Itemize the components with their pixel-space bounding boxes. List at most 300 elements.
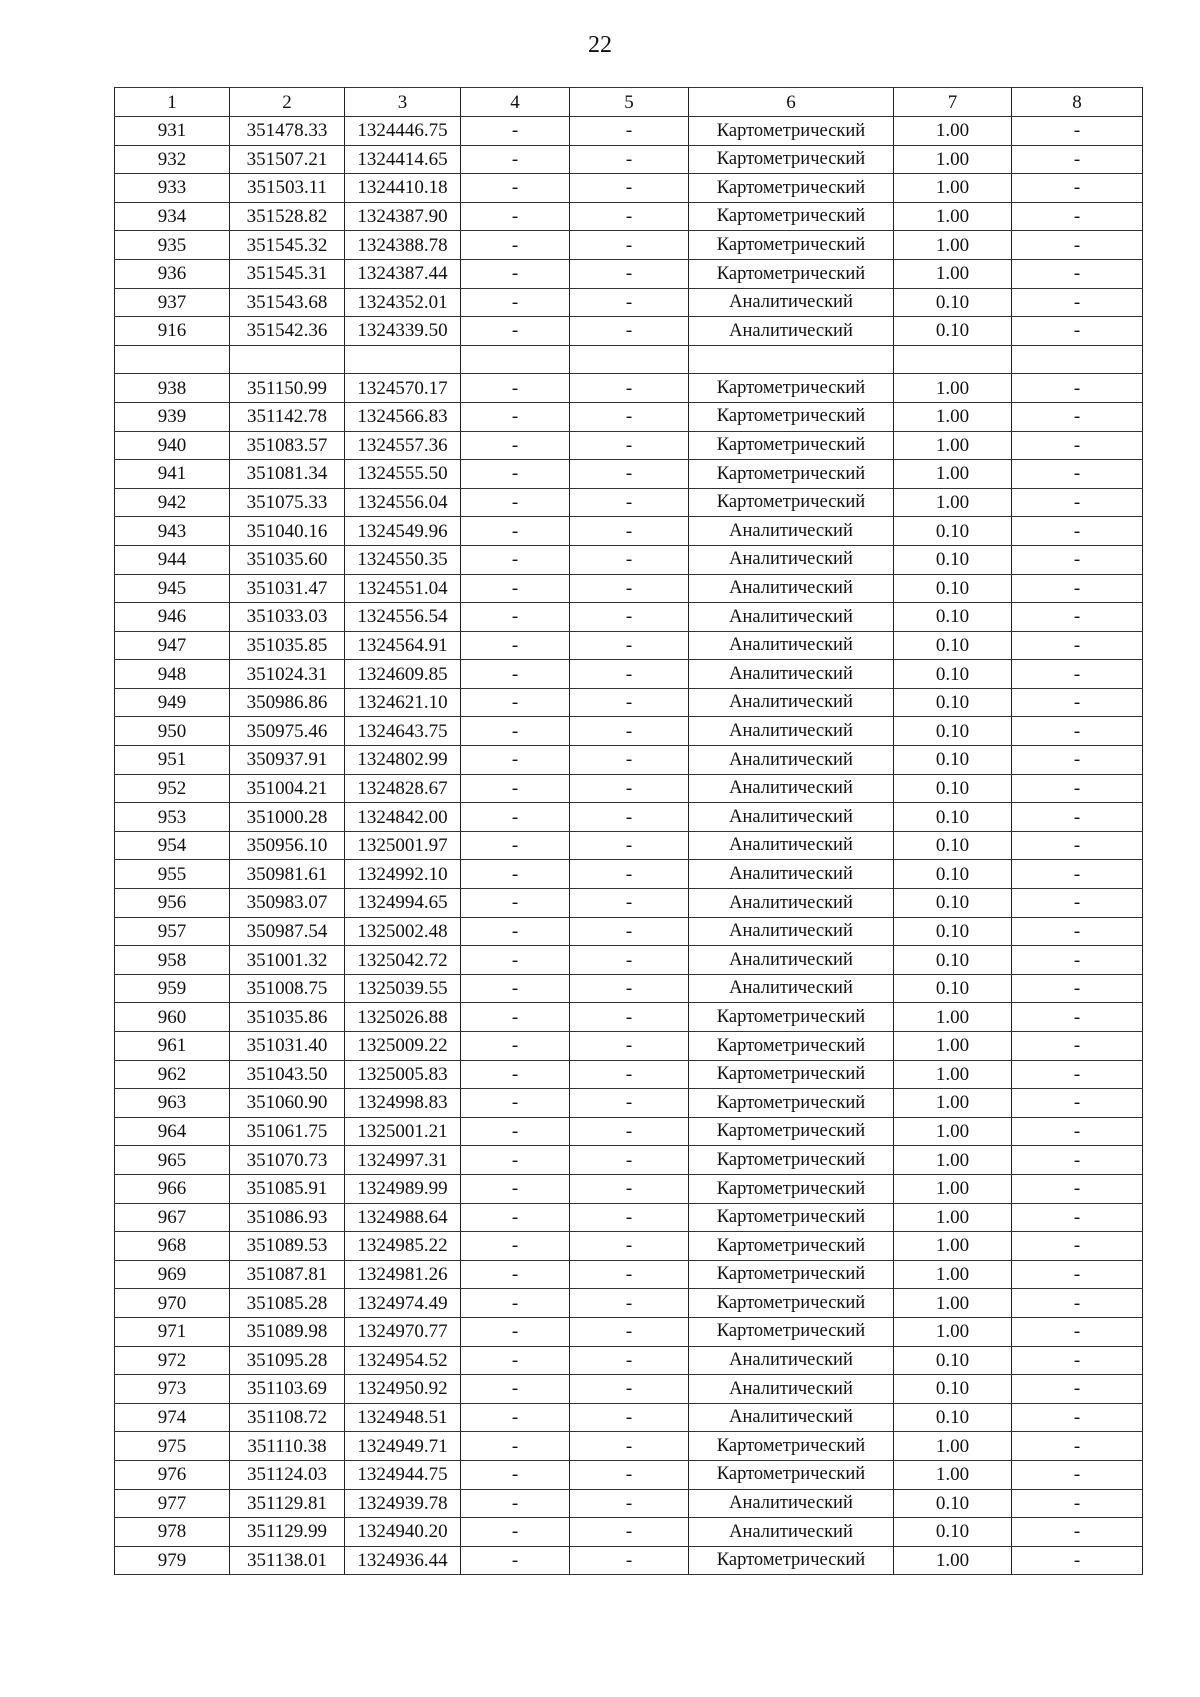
cell-col-8: - [1012, 460, 1143, 489]
cell-coord-y: 1324564.91 [345, 631, 461, 660]
cell-point-number: 961 [115, 1032, 230, 1061]
cell-col-5: - [570, 145, 689, 174]
cell-method: Аналитический [689, 660, 894, 689]
cell-point-number: 979 [115, 1546, 230, 1575]
cell-coord-x: 351031.47 [230, 574, 345, 603]
table-row [115, 603, 1143, 632]
cell-col-4: - [461, 1089, 570, 1118]
cell-accuracy: 0.10 [894, 1375, 1012, 1404]
cell-coord-y: 1324621.10 [345, 688, 461, 717]
table-row [115, 917, 1143, 946]
cell-accuracy: 0.10 [894, 860, 1012, 889]
cell-coord-y: 1324566.83 [345, 402, 461, 431]
cell-coord-x: 351035.85 [230, 631, 345, 660]
cell-col-4: - [461, 1546, 570, 1575]
cell-col-8: - [1012, 402, 1143, 431]
cell-coord-x: 351075.33 [230, 488, 345, 517]
cell-point-number: 955 [115, 860, 230, 889]
table-row [115, 117, 1143, 146]
table-row [115, 974, 1143, 1003]
table-row [115, 717, 1143, 746]
cell-point-number: 943 [115, 517, 230, 546]
cell-coord-y: 1324643.75 [345, 717, 461, 746]
table-row [115, 1117, 1143, 1146]
cell-method: Картометрический [689, 1174, 894, 1203]
cell-accuracy: 1.00 [894, 1232, 1012, 1261]
cell-point-number: 959 [115, 974, 230, 1003]
cell-coord-x: 351129.81 [230, 1489, 345, 1518]
table-row [115, 1518, 1143, 1547]
cell-coord-x: 351087.81 [230, 1260, 345, 1289]
cell-col-4: - [461, 831, 570, 860]
cell-col-4: - [461, 860, 570, 889]
cell-coord-x: 351528.82 [230, 202, 345, 231]
cell-accuracy: 1.00 [894, 1032, 1012, 1061]
cell-accuracy: 0.10 [894, 717, 1012, 746]
cell-col-5: - [570, 402, 689, 431]
table-row [115, 1146, 1143, 1175]
cell-col-5: - [570, 1060, 689, 1089]
cell-method: Картометрический [689, 402, 894, 431]
table-row [115, 774, 1143, 803]
cell-point-number: 977 [115, 1489, 230, 1518]
cell-accuracy: 0.10 [894, 317, 1012, 346]
table-row [115, 1289, 1143, 1318]
cell-method: Аналитический [689, 831, 894, 860]
cell-col-4: - [461, 402, 570, 431]
cell-point-number: 956 [115, 889, 230, 918]
cell-col-8: - [1012, 946, 1143, 975]
table-row [115, 1546, 1143, 1575]
cell-point-number: 964 [115, 1117, 230, 1146]
table-row [115, 259, 1143, 288]
cell-coord-x: 351001.32 [230, 946, 345, 975]
cell-coord-y: 1324939.78 [345, 1489, 461, 1518]
cell-col-5: - [570, 1232, 689, 1261]
table-header-row [115, 88, 1143, 117]
table-row [115, 202, 1143, 231]
cell-accuracy: 1.00 [894, 1546, 1012, 1575]
cell-accuracy: 0.10 [894, 1518, 1012, 1547]
cell-col-8: - [1012, 1032, 1143, 1061]
cell-point-number [115, 345, 230, 374]
cell-col-4: - [461, 1232, 570, 1261]
cell-coord-y: 1324954.52 [345, 1346, 461, 1375]
cell-col-8: - [1012, 117, 1143, 146]
table-row [115, 431, 1143, 460]
cell-accuracy: 1.00 [894, 1317, 1012, 1346]
cell-col-8: - [1012, 231, 1143, 260]
cell-method: Картометрический [689, 231, 894, 260]
cell-col-5: - [570, 1432, 689, 1461]
cell-col-8: - [1012, 545, 1143, 574]
cell-coord-x: 351083.57 [230, 431, 345, 460]
cell-point-number: 932 [115, 145, 230, 174]
cell-method: Аналитический [689, 946, 894, 975]
cell-method: Картометрический [689, 1460, 894, 1489]
table-row [115, 1432, 1143, 1461]
cell-point-number: 951 [115, 746, 230, 775]
cell-method: Картометрический [689, 1003, 894, 1032]
cell-col-5: - [570, 917, 689, 946]
cell-method: Картометрический [689, 1232, 894, 1261]
table-row [115, 345, 1143, 374]
table-row [115, 288, 1143, 317]
cell-col-8: - [1012, 974, 1143, 1003]
cell-coord-x: 351089.53 [230, 1232, 345, 1261]
cell-accuracy: 1.00 [894, 174, 1012, 203]
cell-coord-y: 1324998.83 [345, 1089, 461, 1118]
cell-col-5: - [570, 1546, 689, 1575]
table-row [115, 889, 1143, 918]
cell-coord-y: 1324388.78 [345, 231, 461, 260]
cell-method: Аналитический [689, 517, 894, 546]
table-row [115, 860, 1143, 889]
cell-col-8: - [1012, 1346, 1143, 1375]
cell-col-5: - [570, 1260, 689, 1289]
cell-point-number: 962 [115, 1060, 230, 1089]
cell-coord-x: 350981.61 [230, 860, 345, 889]
cell-col-8: - [1012, 860, 1143, 889]
cell-accuracy: 0.10 [894, 1403, 1012, 1432]
cell-col-4: - [461, 1289, 570, 1318]
cell-accuracy: 0.10 [894, 917, 1012, 946]
table-row [115, 1032, 1143, 1061]
cell-col-8: - [1012, 1146, 1143, 1175]
table-row [115, 374, 1143, 403]
cell-col-5: - [570, 1003, 689, 1032]
cell-accuracy: 1.00 [894, 231, 1012, 260]
cell-coord-y: 1324556.54 [345, 603, 461, 632]
cell-col-4 [461, 345, 570, 374]
page-number: 22 [588, 32, 612, 58]
cell-method: Аналитический [689, 631, 894, 660]
cell-col-4: - [461, 1489, 570, 1518]
cell-method: Аналитический [689, 603, 894, 632]
cell-col-4: - [461, 517, 570, 546]
cell-coord-y: 1325009.22 [345, 1032, 461, 1061]
table-row [115, 631, 1143, 660]
cell-accuracy: 1.00 [894, 460, 1012, 489]
cell-coord-y [345, 345, 461, 374]
cell-accuracy: 1.00 [894, 402, 1012, 431]
cell-col-5: - [570, 774, 689, 803]
cell-coord-y: 1324557.36 [345, 431, 461, 460]
cell-col-8: - [1012, 1375, 1143, 1404]
header-cell-7: 7 [894, 88, 1012, 117]
cell-col-8: - [1012, 202, 1143, 231]
table-row [115, 574, 1143, 603]
cell-col-5: - [570, 974, 689, 1003]
cell-col-8: - [1012, 889, 1143, 918]
cell-point-number: 949 [115, 688, 230, 717]
cell-coord-y: 1324949.71 [345, 1432, 461, 1461]
cell-point-number: 973 [115, 1375, 230, 1404]
cell-accuracy: 0.10 [894, 517, 1012, 546]
cell-method: Аналитический [689, 774, 894, 803]
table-row [115, 1375, 1143, 1404]
cell-coord-y: 1324981.26 [345, 1260, 461, 1289]
cell-col-8 [1012, 345, 1143, 374]
cell-coord-x: 351035.86 [230, 1003, 345, 1032]
cell-coord-y: 1324988.64 [345, 1203, 461, 1232]
cell-coord-x: 351085.28 [230, 1289, 345, 1318]
cell-coord-x: 350986.86 [230, 688, 345, 717]
table-row [115, 803, 1143, 832]
cell-col-8: - [1012, 1117, 1143, 1146]
cell-method: Аналитический [689, 1518, 894, 1547]
cell-method: Картометрический [689, 1089, 894, 1118]
cell-method: Картометрический [689, 1289, 894, 1318]
cell-coord-y: 1325042.72 [345, 946, 461, 975]
table-row [115, 1060, 1143, 1089]
cell-method: Аналитический [689, 545, 894, 574]
cell-coord-x: 351138.01 [230, 1546, 345, 1575]
cell-coord-y: 1324555.50 [345, 460, 461, 489]
cell-col-5: - [570, 746, 689, 775]
cell-col-8: - [1012, 631, 1143, 660]
cell-method: Аналитический [689, 917, 894, 946]
cell-point-number: 965 [115, 1146, 230, 1175]
cell-col-8: - [1012, 288, 1143, 317]
cell-point-number: 954 [115, 831, 230, 860]
cell-coord-x: 350975.46 [230, 717, 345, 746]
cell-col-4: - [461, 746, 570, 775]
cell-accuracy: 1.00 [894, 1432, 1012, 1461]
cell-coord-x: 351089.98 [230, 1317, 345, 1346]
table-row [115, 1460, 1143, 1489]
cell-point-number: 916 [115, 317, 230, 346]
cell-coord-y: 1325001.97 [345, 831, 461, 860]
cell-col-4: - [461, 1346, 570, 1375]
cell-point-number: 933 [115, 174, 230, 203]
cell-coord-x: 351040.16 [230, 517, 345, 546]
cell-accuracy: 1.00 [894, 1289, 1012, 1318]
cell-point-number: 946 [115, 603, 230, 632]
cell-col-5: - [570, 1117, 689, 1146]
cell-point-number: 941 [115, 460, 230, 489]
cell-col-4: - [461, 1117, 570, 1146]
table-row [115, 145, 1143, 174]
cell-accuracy: 1.00 [894, 145, 1012, 174]
cell-col-4: - [461, 974, 570, 1003]
cell-point-number: 958 [115, 946, 230, 975]
cell-col-4: - [461, 317, 570, 346]
cell-col-4: - [461, 660, 570, 689]
cell-accuracy: 0.10 [894, 288, 1012, 317]
cell-col-8: - [1012, 1174, 1143, 1203]
cell-col-5: - [570, 1174, 689, 1203]
cell-coord-y: 1324936.44 [345, 1546, 461, 1575]
cell-coord-y: 1324410.18 [345, 174, 461, 203]
cell-col-8: - [1012, 1403, 1143, 1432]
header-cell-6: 6 [689, 88, 894, 117]
cell-col-4: - [461, 889, 570, 918]
cell-col-5: - [570, 1203, 689, 1232]
header-cell-4: 4 [461, 88, 570, 117]
cell-col-5: - [570, 117, 689, 146]
cell-col-5: - [570, 517, 689, 546]
cell-coord-x: 351142.78 [230, 402, 345, 431]
cell-col-5: - [570, 174, 689, 203]
cell-col-4: - [461, 488, 570, 517]
cell-method: Картометрический [689, 1060, 894, 1089]
cell-col-8: - [1012, 1546, 1143, 1575]
cell-col-4: - [461, 717, 570, 746]
cell-accuracy: 1.00 [894, 202, 1012, 231]
cell-point-number: 967 [115, 1203, 230, 1232]
cell-coord-x: 351086.93 [230, 1203, 345, 1232]
cell-col-4: - [461, 1460, 570, 1489]
cell-coord-x: 351061.75 [230, 1117, 345, 1146]
cell-col-5: - [570, 488, 689, 517]
cell-col-4: - [461, 431, 570, 460]
cell-method: Аналитический [689, 1403, 894, 1432]
cell-point-number: 975 [115, 1432, 230, 1461]
cell-accuracy: 1.00 [894, 117, 1012, 146]
cell-coord-x: 351000.28 [230, 803, 345, 832]
cell-accuracy: 1.00 [894, 259, 1012, 288]
cell-accuracy: 1.00 [894, 1089, 1012, 1118]
cell-coord-x: 351542.36 [230, 317, 345, 346]
cell-coord-y: 1324446.75 [345, 117, 461, 146]
cell-col-5: - [570, 1489, 689, 1518]
cell-point-number: 978 [115, 1518, 230, 1547]
cell-method: Аналитический [689, 317, 894, 346]
cell-coord-x: 351545.31 [230, 259, 345, 288]
cell-col-5: - [570, 202, 689, 231]
cell-col-5: - [570, 1375, 689, 1404]
cell-col-4: - [461, 1060, 570, 1089]
cell-col-5: - [570, 1032, 689, 1061]
cell-coord-x: 351129.99 [230, 1518, 345, 1547]
cell-point-number: 969 [115, 1260, 230, 1289]
cell-point-number: 960 [115, 1003, 230, 1032]
cell-point-number: 972 [115, 1346, 230, 1375]
cell-coord-x: 350983.07 [230, 889, 345, 918]
cell-col-8: - [1012, 1432, 1143, 1461]
cell-method: Картометрический [689, 1117, 894, 1146]
cell-col-4: - [461, 545, 570, 574]
cell-col-4: - [461, 145, 570, 174]
cell-method: Картометрический [689, 1432, 894, 1461]
cell-coord-x: 350956.10 [230, 831, 345, 860]
cell-coord-x: 351545.32 [230, 231, 345, 260]
cell-accuracy: 1.00 [894, 1460, 1012, 1489]
cell-method: Картометрический [689, 488, 894, 517]
cell-col-8: - [1012, 831, 1143, 860]
cell-col-8: - [1012, 488, 1143, 517]
cell-point-number: 945 [115, 574, 230, 603]
table-row [115, 1003, 1143, 1032]
cell-coord-x: 351024.31 [230, 660, 345, 689]
cell-coord-x: 351035.60 [230, 545, 345, 574]
table-row [115, 231, 1143, 260]
cell-coord-y: 1324556.04 [345, 488, 461, 517]
cell-coord-x: 351103.69 [230, 1375, 345, 1404]
cell-col-4: - [461, 174, 570, 203]
cell-coord-x: 351060.90 [230, 1089, 345, 1118]
cell-col-4: - [461, 1003, 570, 1032]
cell-point-number: 952 [115, 774, 230, 803]
cell-coord-x: 351008.75 [230, 974, 345, 1003]
cell-col-5: - [570, 831, 689, 860]
table-row [115, 660, 1143, 689]
cell-accuracy: 1.00 [894, 1060, 1012, 1089]
cell-col-5: - [570, 288, 689, 317]
cell-accuracy: 0.10 [894, 688, 1012, 717]
header-cell-8: 8 [1012, 88, 1143, 117]
cell-coord-y: 1324549.96 [345, 517, 461, 546]
cell-coord-y: 1325005.83 [345, 1060, 461, 1089]
cell-coord-y: 1324339.50 [345, 317, 461, 346]
cell-coord-y: 1325001.21 [345, 1117, 461, 1146]
cell-coord-y: 1324989.99 [345, 1174, 461, 1203]
cell-col-8: - [1012, 1289, 1143, 1318]
cell-col-5: - [570, 231, 689, 260]
cell-method: Картометрический [689, 174, 894, 203]
cell-col-8: - [1012, 317, 1143, 346]
cell-col-5: - [570, 1317, 689, 1346]
cell-method: Картометрический [689, 1546, 894, 1575]
cell-col-4: - [461, 374, 570, 403]
cell-col-4: - [461, 946, 570, 975]
table-row [115, 317, 1143, 346]
cell-point-number: 950 [115, 717, 230, 746]
cell-coord-y: 1325039.55 [345, 974, 461, 1003]
cell-col-5: - [570, 1518, 689, 1547]
cell-point-number: 971 [115, 1317, 230, 1346]
cell-coord-y: 1324414.65 [345, 145, 461, 174]
cell-accuracy: 1.00 [894, 431, 1012, 460]
cell-coord-x [230, 345, 345, 374]
cell-col-8: - [1012, 1089, 1143, 1118]
table-row [115, 488, 1143, 517]
cell-method: Картометрический [689, 1146, 894, 1175]
table-row [115, 831, 1143, 860]
cell-point-number: 957 [115, 917, 230, 946]
coordinates-table [114, 87, 1143, 1575]
header-cell-1: 1 [115, 88, 230, 117]
table-row [115, 688, 1143, 717]
table-row [115, 1089, 1143, 1118]
cell-accuracy: 1.00 [894, 1203, 1012, 1232]
table-row [115, 1203, 1143, 1232]
cell-col-5: - [570, 688, 689, 717]
cell-accuracy: 0.10 [894, 1346, 1012, 1375]
cell-method: Аналитический [689, 717, 894, 746]
cell-col-8: - [1012, 774, 1143, 803]
cell-coord-x: 351110.38 [230, 1432, 345, 1461]
cell-point-number: 966 [115, 1174, 230, 1203]
table-row [115, 1489, 1143, 1518]
cell-coord-y: 1324551.04 [345, 574, 461, 603]
table-row [115, 1174, 1143, 1203]
cell-point-number: 939 [115, 402, 230, 431]
cell-coord-y: 1324802.99 [345, 746, 461, 775]
cell-method: Картометрический [689, 259, 894, 288]
cell-col-4: - [461, 603, 570, 632]
cell-col-5: - [570, 574, 689, 603]
cell-col-4: - [461, 1203, 570, 1232]
cell-method: Аналитический [689, 1346, 894, 1375]
cell-method: Аналитический [689, 746, 894, 775]
cell-coord-x: 351095.28 [230, 1346, 345, 1375]
cell-coord-y: 1324352.01 [345, 288, 461, 317]
table-row [115, 545, 1143, 574]
cell-point-number: 947 [115, 631, 230, 660]
cell-method: Картометрический [689, 374, 894, 403]
